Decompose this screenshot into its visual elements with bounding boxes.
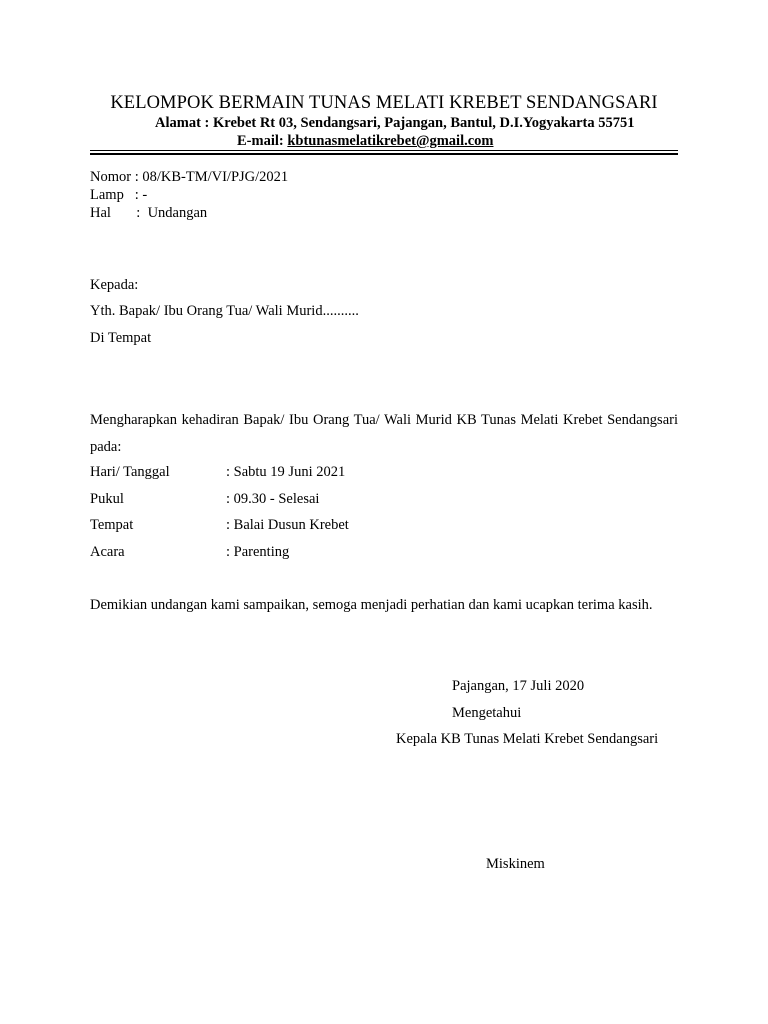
letterhead-address: Alamat : Krebet Rt 03, Sendangsari, Pajangan, Bantul, D.I.Yogyakarta 55751: [155, 115, 635, 131]
signature-place-date: Pajangan, 17 Juli 2020: [452, 678, 585, 694]
body-intro: Mengharapkan kehadiran Bapak/ Ibu Orang Tua/ Wali Murid KB Tunas Melati Krebet Sendangsari pada:: [90, 412, 678, 455]
letterhead-divider-thin: [90, 150, 678, 151]
body-closing: Demikian undangan kami sampaikan, semoga menjadi perhatian dan kami ucapkan terima kasih.: [90, 597, 653, 613]
recipient-tempat: Di Tempat: [90, 330, 152, 346]
recipient-kepada: Kepada:: [90, 277, 139, 293]
signature-name: Miskinem: [486, 856, 545, 872]
detail-value-pukul: : 09.30 - Selesai: [226, 491, 320, 507]
meta-lamp: Lamp : -: [90, 187, 148, 203]
letterhead-divider-thick: [90, 153, 678, 155]
detail-label-hari: Hari/ Tanggal: [90, 464, 170, 480]
signature-position: Kepala KB Tunas Melati Krebet Sendangsari: [396, 731, 659, 747]
letterhead-title: KELOMPOK BERMAIN TUNAS MELATI KREBET SENDANGSARI: [110, 93, 658, 113]
meta-nomor: Nomor : 08/KB-TM/VI/PJG/2021: [90, 169, 289, 185]
detail-value-hari: : Sabtu 19 Juni 2021: [226, 464, 346, 480]
detail-label-acara: Acara: [90, 544, 125, 560]
detail-value-acara: : Parenting: [226, 544, 290, 560]
email-link[interactable]: kbtunasmelatikrebet@gmail.com: [287, 133, 494, 149]
detail-value-tempat: : Balai Dusun Krebet: [226, 517, 349, 533]
meta-hal: Hal : Undangan: [90, 205, 208, 221]
letterhead-email-line: [237, 133, 494, 150]
recipient-yth: Yth. Bapak/ Ibu Orang Tua/ Wali Murid..........: [90, 303, 359, 319]
detail-label-pukul: Pukul: [90, 491, 124, 507]
detail-label-tempat: Tempat: [90, 517, 134, 533]
email-label: E-mail:: [237, 133, 288, 149]
signature-mengetahui: Mengetahui: [452, 705, 522, 721]
